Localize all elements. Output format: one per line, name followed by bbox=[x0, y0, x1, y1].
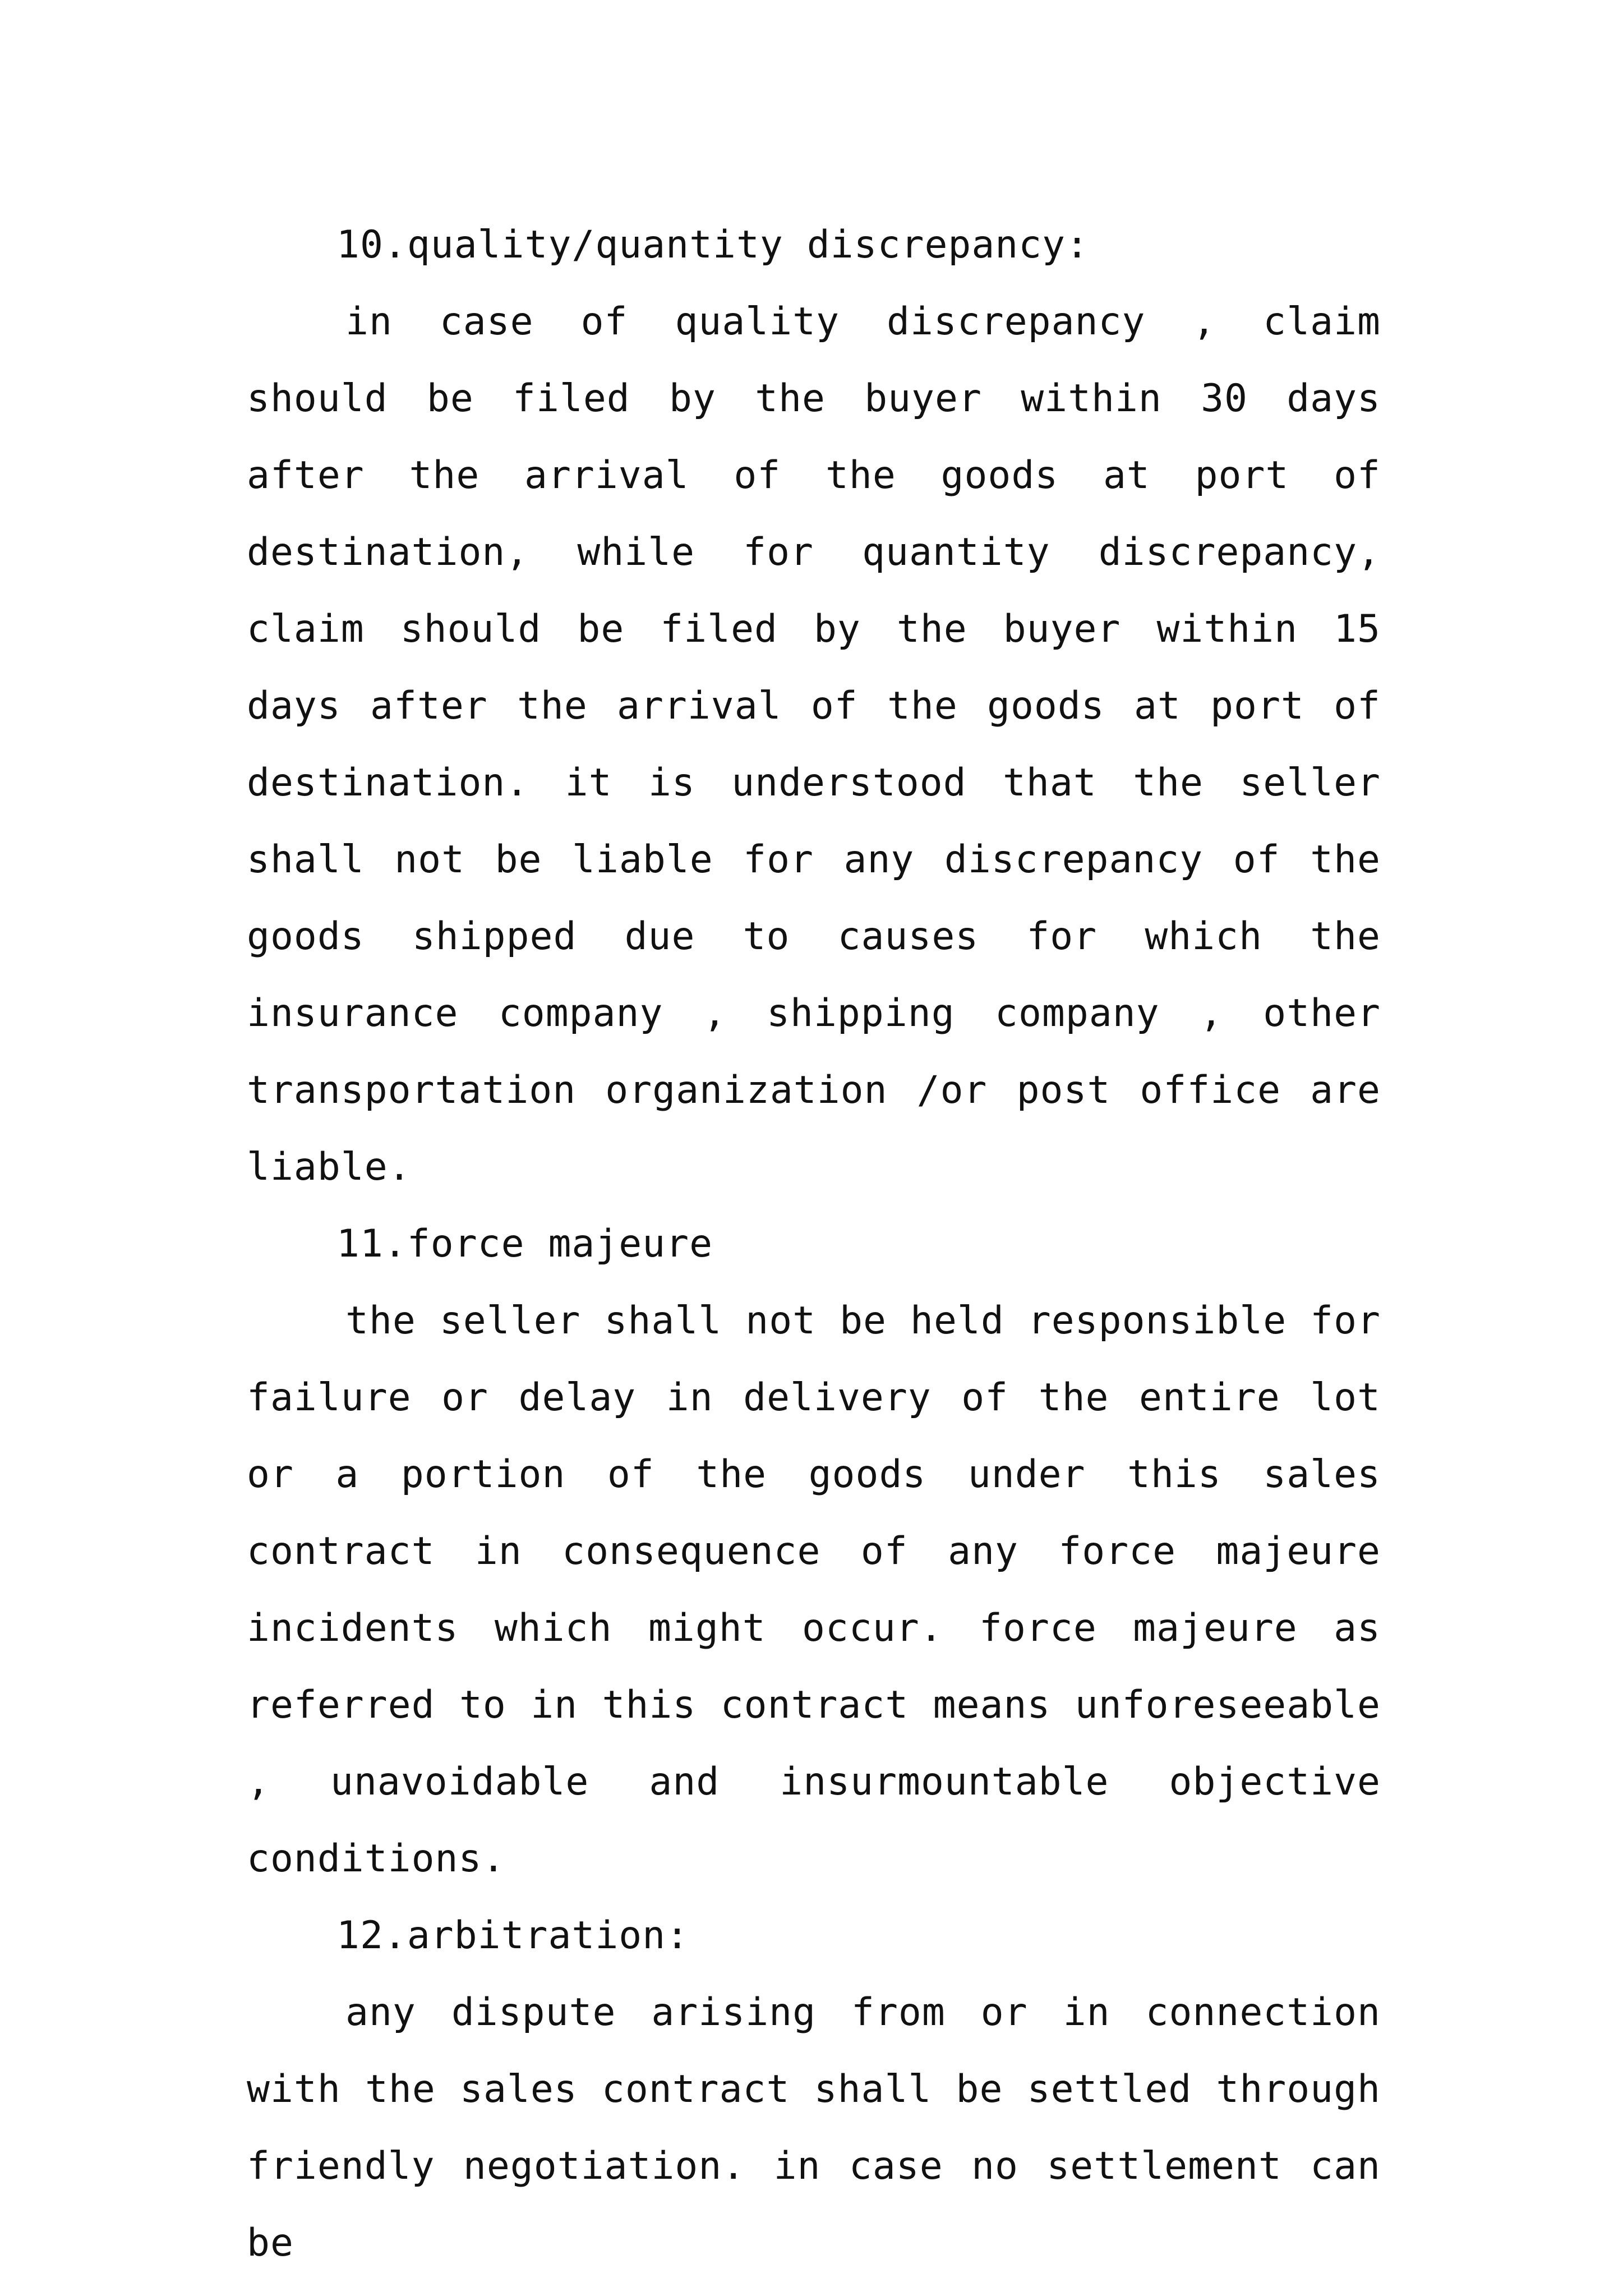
section-heading-quality-quantity-discrepancy: 10.quality/quantity discrepancy: bbox=[336, 223, 1090, 267]
section-heading-arbitration: 12.arbitration: bbox=[336, 1913, 690, 1958]
document-body bbox=[247, 206, 1381, 2281]
section-body-force-majeure: the seller shall not be held responsible for failure or delay in delivery of the entire lot or a portion of the goods under this sales contract in consequence of any force majeure incidents which might occur. force majeure as referred to in this contract means unforeseeable , unavoidable and insurmountable objective conditions. bbox=[247, 1299, 1381, 1881]
section-heading-force-majeure: 11.force majeure bbox=[336, 1222, 713, 1266]
section-body-quality-quantity-discrepancy: in case of quality discrepancy , claim should be filed by the buyer within 30 days after the arrival of the goods at port of destination, while for quantity discrepancy, claim should be filed by the buyer within 15 days after the arrival of the goods at port of destination. it is understood that the seller shall not be liable for any discrepancy of the goods shipped due to causes for which the insurance company , shipping company , other transportation organization /or post office are liable. bbox=[247, 300, 1381, 1189]
section-body-arbitration: any dispute arising from or in connection with the sales contract shall be settled through friendly negotiation. in case no settlement can be bbox=[247, 1990, 1381, 2265]
